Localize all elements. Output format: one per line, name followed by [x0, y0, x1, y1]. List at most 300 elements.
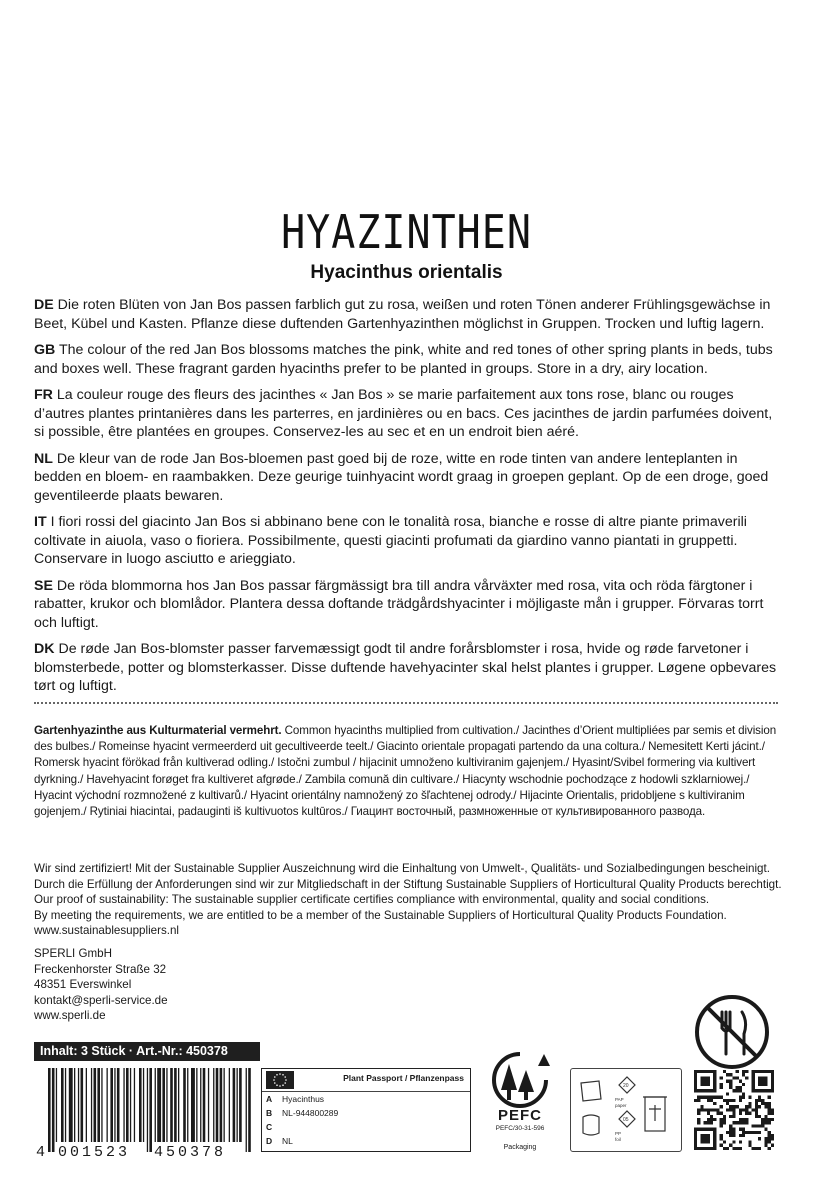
qr-cell [694, 1128, 697, 1131]
qr-cell [723, 1147, 726, 1150]
qr-cell [752, 1108, 755, 1111]
barcode-bar [239, 1068, 242, 1142]
foil-label: PP [615, 1131, 622, 1136]
qr-cell [742, 1096, 745, 1099]
qr-cell [713, 1144, 716, 1147]
description-nl [34, 450, 782, 506]
qr-cell [700, 1083, 703, 1086]
barcode-bar [91, 1068, 92, 1142]
qr-cell [761, 1121, 764, 1124]
qr-cell [758, 1083, 761, 1086]
qr-cell [771, 1089, 774, 1092]
qr-cell [755, 1112, 758, 1115]
qr-cell [764, 1144, 767, 1147]
qr-cell [732, 1134, 735, 1137]
qr-cell [771, 1083, 774, 1086]
qr-cell [764, 1070, 767, 1073]
barcode-bar [61, 1068, 64, 1142]
passport-row [262, 1106, 470, 1120]
website-link[interactable]: www.sperli.de [34, 1009, 106, 1023]
barcode-bar [237, 1068, 238, 1142]
passport-letter: D [266, 1136, 273, 1146]
qr-cell [732, 1099, 735, 1102]
qr-cell [748, 1096, 751, 1099]
qr-cell [758, 1096, 761, 1099]
qr-cell [710, 1121, 713, 1124]
qr-cell [745, 1118, 748, 1121]
qr-cell [745, 1121, 748, 1124]
qr-cell [704, 1147, 707, 1150]
qr-cell [758, 1089, 761, 1092]
qr-cell [729, 1108, 732, 1111]
qr-cell [710, 1099, 713, 1102]
barcode-bar [220, 1068, 223, 1142]
qr-cell [742, 1118, 745, 1121]
qr-cell [704, 1134, 707, 1137]
qr-cell [694, 1073, 697, 1076]
qr-cell [771, 1108, 774, 1111]
qr-cell [742, 1083, 745, 1086]
qr-cell [755, 1089, 758, 1092]
qr-cell [732, 1105, 735, 1108]
qr-cell [707, 1083, 710, 1086]
qr-cell [710, 1118, 713, 1121]
qr-cell [742, 1134, 745, 1137]
qr-cell [752, 1070, 755, 1073]
qr-cell [742, 1070, 745, 1073]
qr-cell [742, 1073, 745, 1076]
barcode-bar [97, 1068, 100, 1142]
barcode-bar [107, 1068, 108, 1142]
qr-cell [758, 1137, 761, 1140]
barcode-bar [157, 1068, 161, 1142]
barcode-bar [110, 1068, 113, 1142]
qr-cell [704, 1121, 707, 1124]
qr-cell [742, 1121, 745, 1124]
qr-cell [761, 1076, 764, 1079]
passport-row [262, 1120, 470, 1134]
eu-star [282, 1074, 284, 1076]
qr-cell [704, 1137, 707, 1140]
barcode-bar [248, 1068, 251, 1152]
qr-cell [752, 1073, 755, 1076]
qr-cell [729, 1144, 732, 1147]
qr-cell [700, 1080, 703, 1083]
qr-cell [748, 1144, 751, 1147]
qr-cell [694, 1134, 697, 1137]
qr-cell [713, 1137, 716, 1140]
qr-cell [720, 1137, 723, 1140]
qr-cell [761, 1083, 764, 1086]
qr-cell [729, 1128, 732, 1131]
qr-cell [710, 1128, 713, 1131]
qr-cell [771, 1076, 774, 1079]
qr-cell [739, 1099, 742, 1102]
qr-cell [729, 1099, 732, 1102]
qr-cell [742, 1092, 745, 1095]
qr-cell [710, 1089, 713, 1092]
qr-cell [697, 1118, 700, 1121]
qr-cell [771, 1118, 774, 1121]
passport-value: NL [282, 1136, 293, 1146]
qr-cell [736, 1070, 739, 1073]
qr-cell [694, 1147, 697, 1150]
qr-cell [768, 1108, 771, 1111]
qr-cell [720, 1105, 723, 1108]
qr-cell [726, 1073, 729, 1076]
barcode-bar [52, 1068, 55, 1152]
email-link[interactable]: kontakt@sperli-service.de [34, 993, 168, 1007]
qr-cell [707, 1134, 710, 1137]
description-fr [34, 386, 782, 442]
qr-cell [739, 1147, 742, 1150]
passport-value: Hyacinthus [282, 1094, 325, 1104]
qr-cell [700, 1070, 703, 1073]
barcode-bar [162, 1068, 165, 1142]
qr-cell [707, 1099, 710, 1102]
qr-cell [764, 1121, 767, 1124]
qr-cell [739, 1134, 742, 1137]
qr-cell [704, 1083, 707, 1086]
qr-cell [771, 1073, 774, 1076]
qr-cell [764, 1080, 767, 1083]
barcode-bar [74, 1068, 75, 1142]
eu-star [285, 1079, 287, 1081]
qr-cell [764, 1089, 767, 1092]
qr-cell [761, 1070, 764, 1073]
certification-block [34, 861, 782, 939]
qr-cell [758, 1115, 761, 1118]
lang-code: DK [34, 641, 55, 657]
qr-cell [758, 1076, 761, 1079]
qr-cell [707, 1076, 710, 1079]
qr-cell [758, 1099, 761, 1102]
qr-cell [720, 1086, 723, 1089]
qr-cell [755, 1070, 758, 1073]
qr-cell [729, 1080, 732, 1083]
paper-code: 20 [623, 1083, 629, 1089]
qr-code-icon [694, 1070, 774, 1150]
barcode-bar [114, 1068, 115, 1142]
qr-cell [704, 1089, 707, 1092]
qr-cell [726, 1092, 729, 1095]
qr-cell [694, 1131, 697, 1134]
qr-cell [732, 1131, 735, 1134]
qr-cell [700, 1128, 703, 1131]
qr-cell [713, 1089, 716, 1092]
barcode-bar [233, 1068, 236, 1142]
eu-star [279, 1085, 281, 1087]
qr-cell [736, 1147, 739, 1150]
qr-cell [694, 1080, 697, 1083]
qr-cell [723, 1070, 726, 1073]
qr-cell [736, 1086, 739, 1089]
qr-cell [710, 1070, 713, 1073]
qr-cell [748, 1105, 751, 1108]
barcode-bar [213, 1068, 214, 1142]
qr-cell [748, 1112, 751, 1115]
qr-cell [758, 1124, 761, 1127]
botanical-name: Hyacinthus orientalis [310, 262, 503, 283]
cultivation-note [34, 723, 782, 820]
qr-cell [768, 1070, 771, 1073]
qr-cell [752, 1089, 755, 1092]
qr-cell [720, 1112, 723, 1115]
eu-star [276, 1074, 278, 1076]
qr-cell [736, 1076, 739, 1079]
qr-cell [694, 1144, 697, 1147]
lang-code: GB [34, 342, 56, 358]
qr-cell [694, 1099, 697, 1102]
cert-line: Our proof of sustainability: The sustainable supplier certificate certifies compliance with environmental, quality and social conditions. [34, 893, 710, 907]
qr-cell [745, 1112, 748, 1115]
qr-cell [732, 1128, 735, 1131]
description-text: De røde Jan Bos-blomster passer farvemæssigt godt til andre forårsblomster i rosa, hvide og røde farvetoner i blomsterbede, potter og blomsterkasser. Disse duftende havehyacinter skal helst plantes i grupper. Løgene opbevares tørt og luftigt. [34, 641, 777, 694]
barcode-bar [143, 1068, 144, 1142]
description-de [34, 296, 782, 333]
qr-cell [752, 1086, 755, 1089]
passport-value: NL-944800289 [282, 1108, 339, 1118]
description-text: De röda blommorna hos Jan Bos passar färgmässigt bra till andra vårväxter med rosa, vita och röda färgtoner i rabatter, krukor och blomlådor. Plantera dessa doftande trädgårdshyacinter i möjligaste mån i grupper. Förvaras torrt och luftigt. [34, 577, 764, 631]
company-name: SPERLI GmbH [34, 947, 112, 960]
qr-cell [700, 1096, 703, 1099]
dotted-divider [34, 702, 778, 704]
passport-letter: A [266, 1094, 273, 1104]
pefc-name: PEFC [497, 1107, 542, 1124]
eu-star [284, 1082, 286, 1084]
description-se [34, 577, 782, 633]
qr-cell [716, 1108, 719, 1111]
barcode-bar [200, 1068, 201, 1142]
qr-cell [694, 1140, 697, 1143]
qr-cell [742, 1131, 745, 1134]
qr-cell [752, 1131, 755, 1134]
qr-cell [704, 1070, 707, 1073]
qr-cell [758, 1147, 761, 1150]
description-gb [34, 341, 782, 378]
qr-cell [729, 1105, 732, 1108]
barcode-bar [86, 1068, 87, 1142]
qr-cell [710, 1115, 713, 1118]
qr-cell [768, 1131, 771, 1134]
qr-cell [704, 1076, 707, 1079]
qr-cell [713, 1128, 716, 1131]
barcode-bar [134, 1068, 135, 1142]
qr-cell [761, 1118, 764, 1121]
qr-cell [716, 1096, 719, 1099]
qr-cell [694, 1086, 697, 1089]
barcode-bar [166, 1068, 167, 1142]
lang-code: SE [34, 577, 53, 594]
qr-cell [758, 1131, 761, 1134]
qr-cell [723, 1115, 726, 1118]
qr-cell [713, 1073, 716, 1076]
qr-cell [726, 1147, 729, 1150]
qr-cell [739, 1089, 742, 1092]
barcode-bar [139, 1068, 142, 1142]
cultivation-heading: Gartenhyazinthe aus Kulturmaterial vermehrt. [34, 724, 282, 737]
qr-cell [707, 1089, 710, 1092]
qr-cell [707, 1080, 710, 1083]
qr-cell [755, 1108, 758, 1111]
qr-cell [720, 1118, 723, 1121]
barcode-bar [216, 1068, 219, 1142]
qr-cell [771, 1086, 774, 1089]
barcode-bar [65, 1068, 66, 1142]
eu-flag-icon [266, 1071, 294, 1089]
qr-cell [707, 1118, 710, 1121]
barcode-digits-left: 001523 [58, 1144, 131, 1160]
qr-cell [720, 1121, 723, 1124]
barcode-bar [196, 1068, 197, 1142]
qr-cell [713, 1108, 716, 1111]
recycling-panel [570, 1068, 682, 1152]
qr-cell [732, 1140, 735, 1143]
eu-star [274, 1076, 276, 1078]
qr-cell [700, 1108, 703, 1111]
qr-cell [745, 1070, 748, 1073]
qr-cell [694, 1083, 697, 1086]
qr-cell [729, 1115, 732, 1118]
qr-cell [720, 1076, 723, 1079]
qr-cell [707, 1137, 710, 1140]
qr-cell [704, 1080, 707, 1083]
qr-cell [758, 1080, 761, 1083]
qr-cell [697, 1128, 700, 1131]
cert-line: By meeting the requirements, we are entitled to be a member of the Sustainable Suppliers of Horticultural Quality Products Foundation. [34, 908, 727, 922]
qr-cell [768, 1089, 771, 1092]
barcode-bar [126, 1068, 129, 1142]
qr-cell [704, 1108, 707, 1111]
qr-cell [752, 1083, 755, 1086]
packaging-label: Packaging [503, 1144, 537, 1151]
pefc-code: PEFC/30-31-596 [495, 1125, 545, 1132]
qr-cell [700, 1137, 703, 1140]
qr-cell [704, 1140, 707, 1143]
street: Freckenhorster Straße 32 [34, 962, 167, 976]
qr-cell [748, 1140, 751, 1143]
qr-cell [720, 1083, 723, 1086]
qr-cell [697, 1112, 700, 1115]
qr-cell [768, 1140, 771, 1143]
qr-cell [755, 1102, 758, 1105]
qr-cell [720, 1124, 723, 1127]
barcode-bar [101, 1068, 102, 1142]
qr-cell [768, 1121, 771, 1124]
qr-cell [710, 1096, 713, 1099]
eu-star [284, 1076, 286, 1078]
qr-cell [729, 1073, 732, 1076]
barcode-bar [117, 1068, 120, 1142]
barcode-bar [94, 1068, 97, 1142]
lang-code: DE [34, 297, 54, 313]
qr-cell [732, 1089, 735, 1092]
barcode-bar [123, 1068, 124, 1142]
qr-cell [771, 1112, 774, 1115]
qr-cell [761, 1102, 764, 1105]
qr-cell [726, 1108, 729, 1111]
qr-cell [755, 1099, 758, 1102]
barcode-bar [203, 1068, 206, 1142]
qr-cell [739, 1080, 742, 1083]
qr-cell [739, 1096, 742, 1099]
qr-cell [723, 1140, 726, 1143]
qr-cell [713, 1083, 716, 1086]
qr-cell [768, 1118, 771, 1121]
qr-cell [771, 1080, 774, 1083]
qr-cell [707, 1121, 710, 1124]
barcode-bar [174, 1068, 177, 1142]
description-text: De kleur van de rode Jan Bos-bloemen past goed bij de roze, witte en rode tinten van andere lenteplanten in bedden en bloem- en raambakken. Deze geurige tuinhyacint wordt graag in groepen geplant. Op de een droge, goed geventileerde plaats bewaren. [34, 450, 769, 504]
qr-cell [745, 1076, 748, 1079]
qr-cell [768, 1134, 771, 1137]
qr-cell [710, 1108, 713, 1111]
recycle-icon [571, 1069, 683, 1153]
qr-cell [755, 1115, 758, 1118]
qr-cell [716, 1112, 719, 1115]
cert-line: Durch die Erfüllung der Anforderungen sind wir zur Mitgliedschaft in der Stiftung Sustainable Suppliers of Horticultural Quality Products berechtigt. [34, 877, 782, 891]
qr-cell [761, 1124, 764, 1127]
barcode-bar [69, 1068, 73, 1142]
qr-cell [752, 1076, 755, 1079]
foil-code: 05 [623, 1117, 629, 1123]
qr-cell [771, 1144, 774, 1147]
qr-cell [713, 1080, 716, 1083]
eu-star [274, 1082, 276, 1084]
passport-title: Plant Passport / Pflanzenpass [343, 1073, 464, 1083]
paper-label: PAP [615, 1097, 624, 1102]
language-descriptions [34, 296, 782, 704]
qr-cell [707, 1140, 710, 1143]
qr-cell [739, 1140, 742, 1143]
qr-cell [729, 1086, 732, 1089]
description-dk [34, 640, 782, 696]
qr-cell [768, 1137, 771, 1140]
cert-url[interactable]: www.sustainablesuppliers.nl [34, 924, 179, 938]
qr-cell [697, 1089, 700, 1092]
qr-cell [726, 1080, 729, 1083]
passport-header [262, 1069, 470, 1092]
qr-cell [732, 1108, 735, 1111]
qr-cell [761, 1089, 764, 1092]
barcode-bar [149, 1068, 152, 1152]
cert-line: Wir sind zertifiziert! Mit der Sustainable Supplier Auszeichnung wird die Einhaltung von Umwelt-, Qualitäts- und Sozialbedingungen bescheinigt. [34, 862, 770, 875]
eu-star [282, 1084, 284, 1086]
qr-cell [768, 1112, 771, 1115]
qr-cell [742, 1128, 745, 1131]
qr-cell [704, 1128, 707, 1131]
qr-cell [745, 1105, 748, 1108]
qr-cell [713, 1147, 716, 1150]
qr-cell [720, 1096, 723, 1099]
qr-cell [764, 1102, 767, 1105]
qr-cell [697, 1096, 700, 1099]
barcode-bar [187, 1068, 188, 1142]
eu-star [276, 1084, 278, 1086]
qr-cell [732, 1076, 735, 1079]
no-food-icon [692, 992, 772, 1072]
qr-cell [764, 1115, 767, 1118]
barcode-bar [229, 1068, 230, 1142]
qr-cell [768, 1102, 771, 1105]
qr-cell [732, 1112, 735, 1115]
barcode-digits-right: 450378 [154, 1144, 227, 1160]
description-text: Die roten Blüten von Jan Bos passen farblich gut zu rosa, weißen und roten Tönen anderer Frühlingsgewächse in Beet, Kübel und Kasten. Pflanze diese duftenden Gartenhyazinthen möglichst in Gruppen. Trocken und luftig lagern. [34, 297, 771, 332]
qr-cell [755, 1124, 758, 1127]
lang-code: FR [34, 387, 53, 403]
qr-cell [697, 1070, 700, 1073]
qr-cell [694, 1076, 697, 1079]
